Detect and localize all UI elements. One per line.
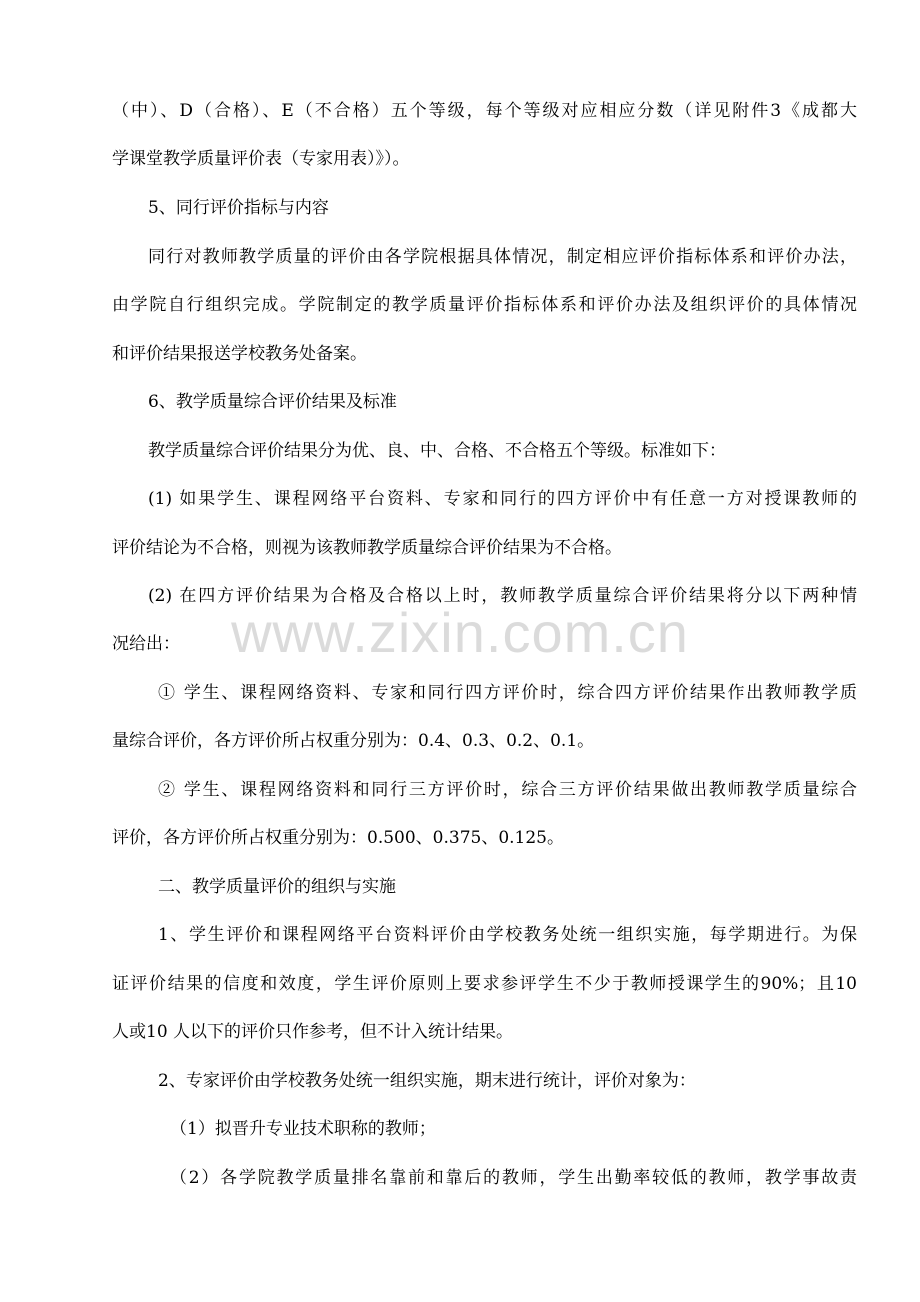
watermark: www.zixin.com.cn <box>231 601 689 664</box>
paragraph-line: 1、学生评价和课程网络平台资料评价由学校教务处统一组织实施，每学期进行。为保 <box>158 925 857 945</box>
paragraph-line: （中）、D（合格）、E（不合格）五个等级，每个等级对应相应分数（详见附件3《成都大 <box>112 101 857 121</box>
paragraph-line: 评价结论为不合格，则视为该教师教学质量综合评价结果为不合格。 <box>112 538 622 558</box>
paragraph-line: 2、专家评价由学校教务处统一组织实施，期末进行统计，评价对象为： <box>158 1071 696 1091</box>
paragraph-line: (2) 在四方评价结果为合格及合格以上时，教师教学质量综合评价结果将分以下两种情 <box>148 586 857 606</box>
paragraph-line: 评价，各方评价所占权重分别为：0.500、0.375、0.125。 <box>112 828 565 848</box>
paragraph-line: 证评价结果的信度和效度，学生评价原则上要求参评学生不少于教师授课学生的90%；且10 <box>112 974 857 994</box>
paragraph-line: 和评价结果报送学校教务处备案。 <box>112 344 367 364</box>
paragraph-line: 量综合评价，各方评价所占权重分别为：0.4、0.3、0.2、0.1。 <box>112 731 595 751</box>
section-heading: 5、同行评价指标与内容 <box>148 198 329 218</box>
paragraph-line: 学课堂教学质量评价表（专家用表）》）。 <box>112 149 410 169</box>
paragraph-line: ① 学生、课程网络资料、专家和同行四方评价时，综合四方评价结果作出教师教学质 <box>158 683 857 703</box>
paragraph-line: 况给出： <box>112 634 180 654</box>
paragraph-line: 教学质量综合评价结果分为优、良、中、合格、不合格五个等级。标准如下： <box>148 441 726 461</box>
section-heading: 6、教学质量综合评价结果及标准 <box>148 392 397 412</box>
list-item: （1）拟晋升专业技术职称的教师； <box>170 1119 436 1139</box>
paragraph-line: 同行对教师教学质量的评价由各学院根据具体情况，制定相应评价指标体系和评价办法， <box>148 247 857 267</box>
paragraph-line: 人或10 人以下的评价只作参考，但不计入统计结果。 <box>112 1022 514 1042</box>
paragraph-line: ② 学生、课程网络资料和同行三方评价时，综合三方评价结果做出教师教学质量综合 <box>158 780 857 800</box>
list-item: （2）各学院教学质量排名靠前和靠后的教师，学生出勤率较低的教师，教学事故责 <box>170 1168 857 1188</box>
paragraph-line: (1) 如果学生、课程网络平台资料、专家和同行的四方评价中有任意一方对授课教师的 <box>148 489 857 509</box>
paragraph-line: 由学院自行组织完成。学院制定的教学质量评价指标体系和评价办法及组织评价的具体情况 <box>112 295 857 315</box>
section-heading: 二、教学质量评价的组织与实施 <box>158 877 396 897</box>
